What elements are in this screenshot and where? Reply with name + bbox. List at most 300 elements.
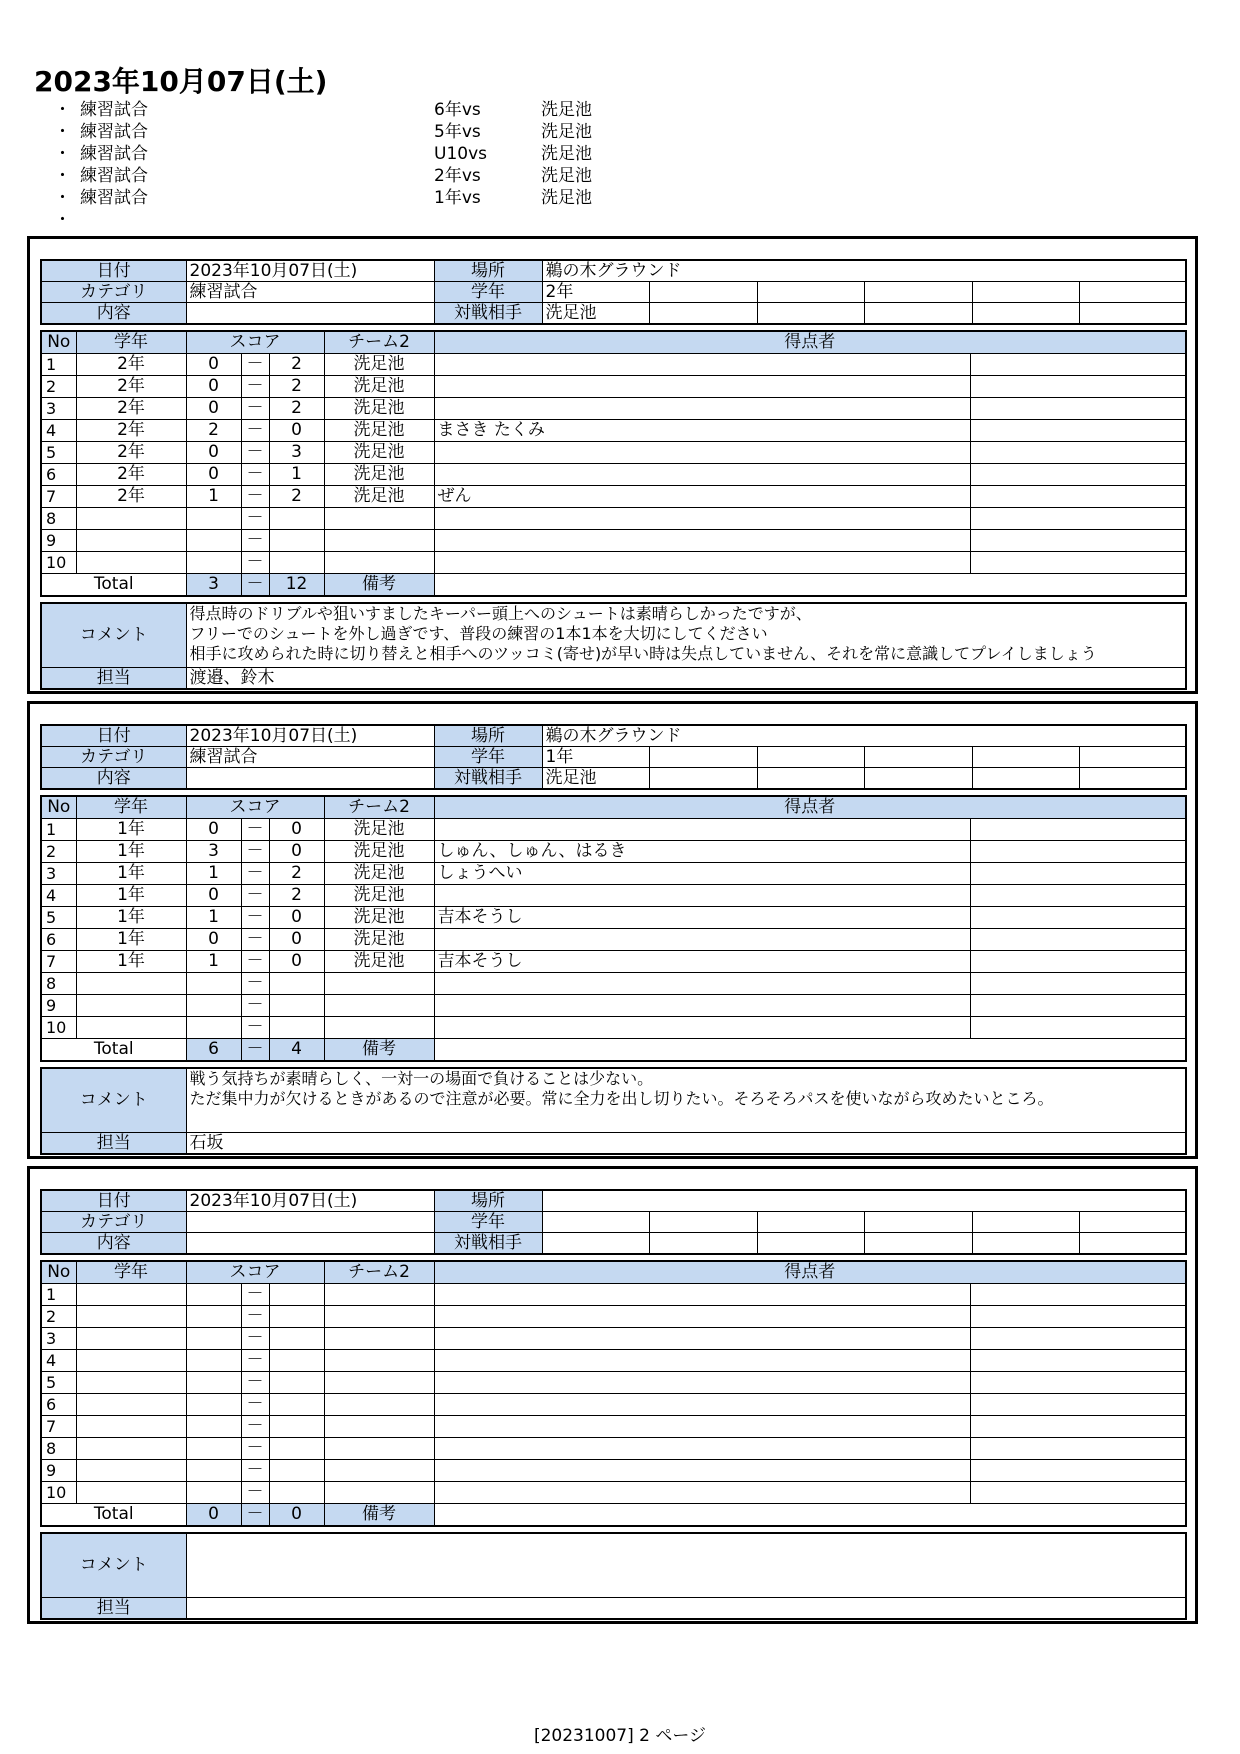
table-row bbox=[41, 1284, 1186, 1306]
match-report-block bbox=[27, 1166, 1198, 1624]
col-grade-header: 学年 bbox=[76, 796, 186, 819]
row-team2 bbox=[324, 1306, 434, 1328]
row-score-away bbox=[269, 1372, 324, 1394]
table-row bbox=[41, 951, 1186, 973]
table-row bbox=[41, 420, 1186, 442]
date-label: 日付 bbox=[41, 260, 186, 282]
empty-cell bbox=[649, 282, 757, 303]
table-row bbox=[41, 530, 1186, 552]
empty-cell bbox=[649, 303, 757, 325]
row-score-away bbox=[269, 1306, 324, 1328]
row-grade: 2年 bbox=[76, 398, 186, 420]
table-row bbox=[41, 1306, 1186, 1328]
row-score-away bbox=[269, 508, 324, 530]
comment-text bbox=[186, 1068, 1186, 1132]
total-score-dash: － bbox=[241, 1504, 269, 1527]
row-no: 10 bbox=[41, 552, 76, 574]
row-no: 9 bbox=[41, 995, 76, 1017]
staff-label: 担当 bbox=[41, 1597, 186, 1619]
place-label: 場所 bbox=[434, 1190, 542, 1212]
row-score-dash: － bbox=[241, 973, 269, 995]
comment-label: コメント bbox=[41, 603, 186, 667]
row-scorer bbox=[434, 1350, 970, 1372]
total-score-home: 6 bbox=[186, 1039, 241, 1062]
row-score-away: 0 bbox=[269, 929, 324, 951]
empty-cell bbox=[970, 1394, 1186, 1416]
grade-value: 1年 bbox=[542, 747, 649, 768]
block-inner bbox=[40, 259, 1185, 690]
category-value bbox=[186, 1212, 434, 1233]
row-score-away bbox=[269, 1350, 324, 1372]
schedule-grade: 5年vs bbox=[434, 122, 481, 142]
row-score-dash: － bbox=[241, 464, 269, 486]
place-value: 鵜の木グラウンド bbox=[542, 260, 1186, 282]
row-score-dash: － bbox=[241, 1416, 269, 1438]
row-score-dash: － bbox=[241, 1328, 269, 1350]
row-no: 3 bbox=[41, 863, 76, 885]
row-score-away: 2 bbox=[269, 398, 324, 420]
row-scorer bbox=[434, 530, 970, 552]
row-score-away bbox=[269, 1460, 324, 1482]
row-score-away: 2 bbox=[269, 863, 324, 885]
row-score-away: 1 bbox=[269, 464, 324, 486]
empty-cell bbox=[864, 1212, 972, 1233]
bullet: ・ bbox=[54, 100, 71, 120]
row-score-away: 3 bbox=[269, 442, 324, 464]
table-row bbox=[41, 376, 1186, 398]
row-grade bbox=[76, 1438, 186, 1460]
row-no: 3 bbox=[41, 1328, 76, 1350]
row-score-away: 0 bbox=[269, 907, 324, 929]
row-score-away: 0 bbox=[269, 841, 324, 863]
row-score-dash: － bbox=[241, 508, 269, 530]
schedule-item bbox=[54, 143, 654, 165]
row-score-dash: － bbox=[241, 420, 269, 442]
place-label: 場所 bbox=[434, 725, 542, 747]
table-row bbox=[41, 1460, 1186, 1482]
empty-cell bbox=[970, 552, 1186, 574]
remarks-label: 備考 bbox=[324, 1039, 434, 1062]
comment-table bbox=[40, 602, 1187, 690]
row-score-dash: － bbox=[241, 885, 269, 907]
row-grade: 1年 bbox=[76, 841, 186, 863]
score-table bbox=[40, 795, 1187, 1062]
table-row bbox=[41, 1416, 1186, 1438]
empty-cell bbox=[970, 929, 1186, 951]
empty-cell bbox=[970, 885, 1186, 907]
grade-label: 学年 bbox=[434, 282, 542, 303]
opponent-value: 洗足池 bbox=[542, 768, 649, 790]
row-grade bbox=[76, 1394, 186, 1416]
row-score-home: 2 bbox=[186, 420, 241, 442]
schedule-item bbox=[54, 209, 654, 231]
schedule-category: 練習試合 bbox=[80, 144, 148, 164]
col-score-header: スコア bbox=[186, 796, 324, 819]
row-grade bbox=[76, 1017, 186, 1039]
empty-cell bbox=[972, 1212, 1079, 1233]
row-score-dash: － bbox=[241, 863, 269, 885]
schedule-item bbox=[54, 99, 654, 121]
row-team2: 洗足池 bbox=[324, 354, 434, 376]
row-score-home: 0 bbox=[186, 398, 241, 420]
category-value: 練習試合 bbox=[186, 747, 434, 768]
match-report-block bbox=[27, 701, 1198, 1159]
empty-cell bbox=[970, 508, 1186, 530]
row-scorer: 吉本そうし bbox=[434, 951, 970, 973]
row-score-dash: － bbox=[241, 951, 269, 973]
empty-cell bbox=[970, 841, 1186, 863]
table-row bbox=[41, 863, 1186, 885]
row-no: 4 bbox=[41, 885, 76, 907]
total-score-dash: － bbox=[241, 1039, 269, 1062]
total-row bbox=[41, 1504, 1186, 1527]
col-no-header: No bbox=[41, 331, 76, 354]
row-score-dash: － bbox=[241, 1284, 269, 1306]
empty-cell bbox=[970, 398, 1186, 420]
row-score-away: 2 bbox=[269, 354, 324, 376]
table-row bbox=[41, 552, 1186, 574]
grade-value: 2年 bbox=[542, 282, 649, 303]
empty-cell bbox=[970, 1460, 1186, 1482]
row-score-home: 0 bbox=[186, 376, 241, 398]
row-team2 bbox=[324, 1394, 434, 1416]
row-grade bbox=[76, 1328, 186, 1350]
row-scorer bbox=[434, 354, 970, 376]
row-score-dash: － bbox=[241, 907, 269, 929]
empty-cell bbox=[1079, 303, 1186, 325]
row-no: 9 bbox=[41, 530, 76, 552]
row-scorer bbox=[434, 508, 970, 530]
row-score-away: 0 bbox=[269, 819, 324, 841]
empty-cell bbox=[1079, 282, 1186, 303]
comment-line: ただ集中力が欠けるときがあるので注意が必要。常に全力を出し切りたい。そろそろパスを使いながら攻めたいところ。 bbox=[189, 1089, 1054, 1108]
row-score-dash: － bbox=[241, 1306, 269, 1328]
schedule-grade: 6年vs bbox=[434, 100, 481, 120]
schedule-grade: 1年vs bbox=[434, 188, 481, 208]
row-score-home bbox=[186, 1394, 241, 1416]
row-no: 7 bbox=[41, 486, 76, 508]
row-score-home bbox=[186, 508, 241, 530]
row-score-dash: － bbox=[241, 552, 269, 574]
date-value: 2023年10月07日(土) bbox=[186, 1190, 434, 1212]
row-no: 2 bbox=[41, 841, 76, 863]
table-row bbox=[41, 508, 1186, 530]
row-grade bbox=[76, 530, 186, 552]
total-label: Total bbox=[41, 574, 186, 597]
table-row bbox=[41, 819, 1186, 841]
place-label: 場所 bbox=[434, 260, 542, 282]
row-grade: 2年 bbox=[76, 376, 186, 398]
row-no: 10 bbox=[41, 1017, 76, 1039]
table-row bbox=[41, 486, 1186, 508]
row-score-dash: － bbox=[241, 1372, 269, 1394]
row-no: 2 bbox=[41, 376, 76, 398]
place-value: 鵜の木グラウンド bbox=[542, 725, 1186, 747]
table-row bbox=[41, 1438, 1186, 1460]
empty-cell bbox=[970, 907, 1186, 929]
row-score-away bbox=[269, 530, 324, 552]
row-scorer bbox=[434, 1017, 970, 1039]
bullet: ・ bbox=[54, 122, 71, 142]
opponent-label: 対戦相手 bbox=[434, 768, 542, 790]
empty-cell bbox=[970, 1328, 1186, 1350]
category-value: 練習試合 bbox=[186, 282, 434, 303]
row-score-away: 2 bbox=[269, 486, 324, 508]
row-score-home bbox=[186, 1460, 241, 1482]
col-grade-header: 学年 bbox=[76, 1261, 186, 1284]
row-grade: 1年 bbox=[76, 863, 186, 885]
comment-line: 相手に攻められた時に切り替えと相手へのツッコミ(寄せ)が早い時は失点していません、それを常に意識してプレイしましょう bbox=[189, 644, 1097, 663]
row-no: 7 bbox=[41, 951, 76, 973]
empty-cell bbox=[970, 973, 1186, 995]
row-team2: 洗足池 bbox=[324, 819, 434, 841]
row-scorer bbox=[434, 1306, 970, 1328]
empty-cell bbox=[970, 354, 1186, 376]
row-no: 1 bbox=[41, 819, 76, 841]
comment-table bbox=[40, 1532, 1187, 1620]
score-table bbox=[40, 330, 1187, 597]
bullet: ・ bbox=[54, 166, 71, 186]
row-score-home bbox=[186, 1306, 241, 1328]
row-score-home bbox=[186, 1284, 241, 1306]
row-team2: 洗足池 bbox=[324, 464, 434, 486]
row-team2 bbox=[324, 1372, 434, 1394]
row-score-dash: － bbox=[241, 929, 269, 951]
schedule-opponent: 洗足池 bbox=[541, 188, 592, 208]
row-no: 6 bbox=[41, 1394, 76, 1416]
empty-cell bbox=[757, 1233, 864, 1255]
total-score-away: 12 bbox=[269, 574, 324, 597]
empty-cell bbox=[649, 768, 757, 790]
empty-cell bbox=[970, 486, 1186, 508]
row-grade: 1年 bbox=[76, 885, 186, 907]
row-no: 8 bbox=[41, 1438, 76, 1460]
remarks-label: 備考 bbox=[324, 1504, 434, 1527]
row-no: 6 bbox=[41, 929, 76, 951]
row-grade: 2年 bbox=[76, 464, 186, 486]
row-grade: 2年 bbox=[76, 486, 186, 508]
row-score-home bbox=[186, 552, 241, 574]
row-team2 bbox=[324, 530, 434, 552]
row-team2: 洗足池 bbox=[324, 420, 434, 442]
empty-cell bbox=[970, 1372, 1186, 1394]
row-score-away: 0 bbox=[269, 420, 324, 442]
row-no: 10 bbox=[41, 1482, 76, 1504]
row-scorer bbox=[434, 885, 970, 907]
row-team2 bbox=[324, 1438, 434, 1460]
row-scorer bbox=[434, 1328, 970, 1350]
row-no: 2 bbox=[41, 1306, 76, 1328]
row-team2 bbox=[324, 1460, 434, 1482]
row-score-away bbox=[269, 552, 324, 574]
row-scorer: ぜん bbox=[434, 486, 970, 508]
row-team2 bbox=[324, 1017, 434, 1039]
empty-cell bbox=[970, 1438, 1186, 1460]
col-no-header: No bbox=[41, 1261, 76, 1284]
staff-value bbox=[186, 1597, 1186, 1619]
empty-cell bbox=[970, 1482, 1186, 1504]
row-team2 bbox=[324, 973, 434, 995]
empty-cell bbox=[757, 768, 864, 790]
col-no-header: No bbox=[41, 796, 76, 819]
row-team2: 洗足池 bbox=[324, 486, 434, 508]
table-row bbox=[41, 464, 1186, 486]
table-row bbox=[41, 1394, 1186, 1416]
row-team2: 洗足池 bbox=[324, 841, 434, 863]
total-label: Total bbox=[41, 1504, 186, 1527]
page-footer: [20231007] 2 ページ bbox=[533, 1726, 707, 1746]
row-team2: 洗足池 bbox=[324, 929, 434, 951]
row-score-away bbox=[269, 1438, 324, 1460]
empty-cell bbox=[970, 1416, 1186, 1438]
empty-cell bbox=[649, 1233, 757, 1255]
row-scorer bbox=[434, 819, 970, 841]
row-score-dash: － bbox=[241, 1460, 269, 1482]
total-score-home: 0 bbox=[186, 1504, 241, 1527]
row-score-away bbox=[269, 1284, 324, 1306]
empty-cell bbox=[757, 282, 864, 303]
table-row bbox=[41, 1350, 1186, 1372]
table-row bbox=[41, 907, 1186, 929]
opponent-label: 対戦相手 bbox=[434, 303, 542, 325]
total-score-away: 0 bbox=[269, 1504, 324, 1527]
empty-cell bbox=[970, 951, 1186, 973]
schedule-category: 練習試合 bbox=[80, 122, 148, 142]
row-score-away bbox=[269, 995, 324, 1017]
table-row bbox=[41, 1328, 1186, 1350]
row-team2 bbox=[324, 1482, 434, 1504]
remarks-label: 備考 bbox=[324, 574, 434, 597]
row-team2 bbox=[324, 995, 434, 1017]
row-team2 bbox=[324, 1350, 434, 1372]
col-team2-header: チーム2 bbox=[324, 331, 434, 354]
row-scorer bbox=[434, 398, 970, 420]
row-scorer: しょうへい bbox=[434, 863, 970, 885]
bullet: ・ bbox=[54, 144, 71, 164]
empty-cell bbox=[972, 1233, 1079, 1255]
col-team2-header: チーム2 bbox=[324, 1261, 434, 1284]
table-row bbox=[41, 929, 1186, 951]
row-grade bbox=[76, 1416, 186, 1438]
empty-cell bbox=[1079, 768, 1186, 790]
schedule-item bbox=[54, 121, 654, 143]
match-report-block bbox=[27, 236, 1198, 694]
date-value: 2023年10月07日(土) bbox=[186, 260, 434, 282]
opponent-value: 洗足池 bbox=[542, 303, 649, 325]
row-grade bbox=[76, 508, 186, 530]
row-grade: 1年 bbox=[76, 907, 186, 929]
place-value bbox=[542, 1190, 1186, 1212]
row-team2: 洗足池 bbox=[324, 951, 434, 973]
table-row bbox=[41, 1017, 1186, 1039]
comment-line: 得点時のドリブルや狙いすましたキーパー頭上へのシュートは素晴らしかったですが、 bbox=[189, 604, 812, 623]
row-score-dash: － bbox=[241, 442, 269, 464]
total-row bbox=[41, 1039, 1186, 1062]
row-grade bbox=[76, 1306, 186, 1328]
category-label: カテゴリ bbox=[41, 747, 186, 768]
empty-cell bbox=[757, 1212, 864, 1233]
row-team2: 洗足池 bbox=[324, 907, 434, 929]
empty-cell bbox=[970, 995, 1186, 1017]
empty-cell bbox=[970, 464, 1186, 486]
empty-cell bbox=[864, 768, 972, 790]
row-no: 5 bbox=[41, 442, 76, 464]
row-score-dash: － bbox=[241, 1017, 269, 1039]
row-score-home: 0 bbox=[186, 442, 241, 464]
table-row bbox=[41, 885, 1186, 907]
row-score-away: 2 bbox=[269, 376, 324, 398]
row-scorer bbox=[434, 995, 970, 1017]
row-no: 1 bbox=[41, 354, 76, 376]
row-score-dash: － bbox=[241, 1482, 269, 1504]
row-score-away: 0 bbox=[269, 951, 324, 973]
empty-cell bbox=[757, 303, 864, 325]
row-team2: 洗足池 bbox=[324, 442, 434, 464]
schedule-category: 練習試合 bbox=[80, 100, 148, 120]
empty-cell bbox=[972, 768, 1079, 790]
row-grade: 2年 bbox=[76, 420, 186, 442]
row-score-away bbox=[269, 1416, 324, 1438]
row-score-home: 1 bbox=[186, 951, 241, 973]
content-value bbox=[186, 1233, 434, 1255]
comment-text bbox=[186, 1533, 1186, 1597]
table-row bbox=[41, 1482, 1186, 1504]
date-label: 日付 bbox=[41, 1190, 186, 1212]
schedule-item bbox=[54, 187, 654, 209]
empty-cell bbox=[970, 1350, 1186, 1372]
empty-cell bbox=[1079, 747, 1186, 768]
total-score-away: 4 bbox=[269, 1039, 324, 1062]
row-grade bbox=[76, 1482, 186, 1504]
row-score-dash: － bbox=[241, 1394, 269, 1416]
row-grade bbox=[76, 1372, 186, 1394]
schedule-category: 練習試合 bbox=[80, 188, 148, 208]
row-grade bbox=[76, 995, 186, 1017]
row-no: 8 bbox=[41, 508, 76, 530]
empty-cell bbox=[1079, 1212, 1186, 1233]
row-scorer bbox=[434, 973, 970, 995]
empty-cell bbox=[649, 747, 757, 768]
empty-cell bbox=[970, 819, 1186, 841]
row-score-away bbox=[269, 1394, 324, 1416]
empty-cell bbox=[970, 530, 1186, 552]
total-row bbox=[41, 574, 1186, 597]
table-row bbox=[41, 841, 1186, 863]
empty-cell bbox=[649, 1212, 757, 1233]
row-scorer: まさき たくみ bbox=[434, 420, 970, 442]
row-scorer bbox=[434, 1394, 970, 1416]
row-team2 bbox=[324, 508, 434, 530]
schedule-opponent: 洗足池 bbox=[541, 100, 592, 120]
row-score-home: 0 bbox=[186, 885, 241, 907]
empty-cell bbox=[970, 1284, 1186, 1306]
schedule-opponent: 洗足池 bbox=[541, 144, 592, 164]
row-scorer bbox=[434, 1416, 970, 1438]
row-team2: 洗足池 bbox=[324, 398, 434, 420]
empty-cell bbox=[864, 1233, 972, 1255]
row-score-home: 0 bbox=[186, 464, 241, 486]
remarks-value bbox=[434, 1504, 1186, 1527]
row-score-away: 2 bbox=[269, 885, 324, 907]
grade-label: 学年 bbox=[434, 1212, 542, 1233]
match-info-table bbox=[40, 259, 1187, 325]
empty-cell bbox=[970, 420, 1186, 442]
row-team2 bbox=[324, 1416, 434, 1438]
row-score-home bbox=[186, 1438, 241, 1460]
row-team2: 洗足池 bbox=[324, 885, 434, 907]
comment-table bbox=[40, 1067, 1187, 1155]
comment-line: フリーでのシュートを外し過ぎです、普段の練習の1本1本を大切にしてください bbox=[189, 624, 768, 643]
